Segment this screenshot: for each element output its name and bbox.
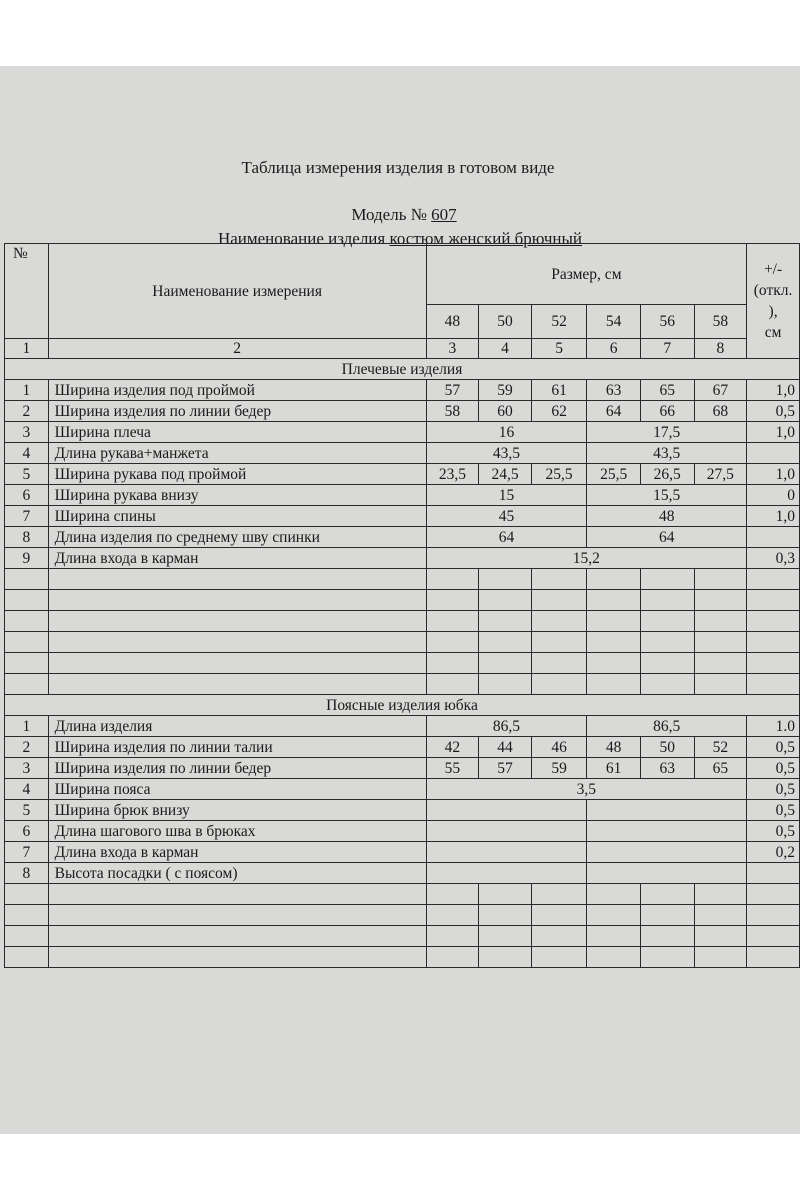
measurement-name: Ширина брюк внизу (48, 800, 426, 821)
empty-cell (48, 653, 426, 674)
empty-cell (426, 611, 479, 632)
section-row (5, 695, 800, 716)
empty-cell (426, 632, 479, 653)
empty-cell (587, 590, 641, 611)
empty-cell (640, 632, 694, 653)
empty-row (5, 884, 800, 905)
empty-cell (5, 884, 49, 905)
column-number: 8 (694, 339, 747, 359)
size-value-group-a (426, 842, 587, 863)
empty-cell (531, 632, 587, 653)
empty-cell (48, 884, 426, 905)
table-row (5, 443, 800, 464)
empty-cell (640, 590, 694, 611)
empty-cell (587, 947, 641, 968)
size-value: 26,5 (640, 464, 694, 485)
size-value-all: 15,2 (426, 548, 746, 569)
empty-row (5, 926, 800, 947)
empty-cell (694, 590, 747, 611)
tolerance-value: 0,3 (747, 548, 800, 569)
measurement-name: Ширина рукава под проймой (48, 464, 426, 485)
size-value: 55 (426, 758, 479, 779)
empty-cell (479, 590, 532, 611)
tolerance-value (747, 443, 800, 464)
empty-cell (747, 905, 800, 926)
tolerance-value: 0 (747, 485, 800, 506)
table-row (5, 863, 800, 884)
empty-cell (426, 884, 479, 905)
table-row (5, 506, 800, 527)
empty-row (5, 905, 800, 926)
empty-cell (479, 653, 532, 674)
empty-cell (747, 569, 800, 590)
tolerance-value: 0,5 (747, 779, 800, 800)
row-number: 7 (5, 842, 49, 863)
empty-cell (747, 926, 800, 947)
table-row (5, 779, 800, 800)
empty-cell (694, 947, 747, 968)
empty-cell (694, 611, 747, 632)
size-value-group-b (587, 863, 747, 884)
empty-cell (479, 926, 532, 947)
row-number: 9 (5, 548, 49, 569)
empty-cell (5, 653, 49, 674)
empty-cell (426, 926, 479, 947)
tolerance-header-line: ), (768, 303, 778, 320)
empty-cell (479, 905, 532, 926)
empty-cell (694, 632, 747, 653)
size-value-group-a: 45 (426, 506, 587, 527)
empty-cell (426, 905, 479, 926)
empty-row (5, 590, 800, 611)
measurement-name: Длина изделия (48, 716, 426, 737)
empty-cell (640, 926, 694, 947)
size-value: 64 (587, 401, 641, 422)
size-value: 25,5 (531, 464, 587, 485)
empty-cell (531, 569, 587, 590)
empty-cell (48, 590, 426, 611)
tolerance-header-line: (откл. (753, 282, 793, 299)
empty-cell (479, 947, 532, 968)
size-value: 59 (531, 758, 587, 779)
size-value-group-b: 17,5 (587, 422, 747, 443)
tolerance-value: 1,0 (747, 380, 800, 401)
tolerance-value: 0,5 (747, 401, 800, 422)
size-value: 48 (587, 737, 641, 758)
empty-cell (48, 674, 426, 695)
size-value: 27,5 (694, 464, 747, 485)
empty-row (5, 611, 800, 632)
empty-cell (5, 947, 49, 968)
empty-cell (694, 569, 747, 590)
column-number-row (5, 339, 800, 359)
column-number: 2 (48, 339, 426, 359)
empty-cell (587, 905, 641, 926)
table-row (5, 422, 800, 443)
empty-cell (5, 569, 49, 590)
product-label: Наименование изделия (217, 229, 386, 248)
size-value: 44 (479, 737, 532, 758)
size-header: 58 (694, 305, 747, 339)
header-row (5, 244, 800, 305)
row-number: 5 (5, 464, 49, 485)
size-value-group-b (587, 842, 747, 863)
measurement-table (4, 243, 800, 968)
size-value-group-b: 64 (587, 527, 747, 548)
empty-cell (5, 590, 49, 611)
empty-cell (5, 905, 49, 926)
empty-cell (426, 947, 479, 968)
size-value: 67 (694, 380, 747, 401)
size-value: 59 (479, 380, 532, 401)
column-number: 6 (587, 339, 641, 359)
size-value-group-b (587, 821, 747, 842)
size-value: 23,5 (426, 464, 479, 485)
tolerance-value: 0,5 (747, 800, 800, 821)
empty-cell (531, 653, 587, 674)
size-value-group-a: 86,5 (426, 716, 587, 737)
empty-cell (479, 884, 532, 905)
empty-cell (531, 590, 587, 611)
size-value: 65 (640, 380, 694, 401)
model-number: 607 (431, 205, 457, 224)
size-value: 68 (694, 401, 747, 422)
table-row (5, 464, 800, 485)
tolerance-header-line: см (764, 324, 782, 341)
measurement-name: Ширина рукава внизу (48, 485, 426, 506)
empty-cell (48, 926, 426, 947)
size-value-group-b (587, 800, 747, 821)
table-row (5, 800, 800, 821)
empty-cell (747, 632, 800, 653)
empty-cell (747, 884, 800, 905)
header-size: Размер, см (426, 244, 746, 305)
measurement-name: Ширина плеча (48, 422, 426, 443)
empty-cell (5, 926, 49, 947)
measurement-name: Длина шагового шва в брюках (48, 821, 426, 842)
empty-row (5, 947, 800, 968)
size-value: 66 (640, 401, 694, 422)
size-value-group-a (426, 863, 587, 884)
tolerance-value: 1,0 (747, 506, 800, 527)
size-value: 52 (694, 737, 747, 758)
measurement-name: Ширина спины (48, 506, 426, 527)
size-value: 58 (426, 401, 479, 422)
row-number: 4 (5, 779, 49, 800)
tolerance-value: 0,2 (747, 842, 800, 863)
empty-cell (694, 653, 747, 674)
empty-cell (426, 569, 479, 590)
size-value: 60 (479, 401, 532, 422)
empty-cell (640, 569, 694, 590)
table-row (5, 401, 800, 422)
row-number: 8 (5, 863, 49, 884)
size-value: 62 (531, 401, 587, 422)
model-line (4, 205, 800, 225)
empty-cell (48, 569, 426, 590)
table-row (5, 548, 800, 569)
empty-cell (694, 674, 747, 695)
measurement-name: Ширина изделия под проймой (48, 380, 426, 401)
page-title: Таблица измерения изделия в готовом виде (241, 158, 555, 177)
empty-cell (640, 947, 694, 968)
measurement-name: Длина изделия по среднему шву спинки (48, 527, 426, 548)
empty-cell (747, 653, 800, 674)
empty-cell (640, 653, 694, 674)
column-number: 1 (5, 339, 49, 359)
size-value-all: 3,5 (426, 779, 746, 800)
empty-cell (5, 674, 49, 695)
column-number: 4 (479, 339, 532, 359)
empty-cell (479, 569, 532, 590)
empty-cell (48, 905, 426, 926)
empty-cell (479, 611, 532, 632)
size-header: 54 (587, 305, 641, 339)
column-number: 5 (531, 339, 587, 359)
size-value: 42 (426, 737, 479, 758)
measurement-name: Длина входа в карман (48, 548, 426, 569)
empty-cell (531, 884, 587, 905)
empty-cell (48, 947, 426, 968)
size-header: 48 (426, 305, 479, 339)
empty-cell (694, 905, 747, 926)
product-name: костюм женский брючный (389, 229, 583, 248)
empty-cell (48, 632, 426, 653)
empty-cell (587, 884, 641, 905)
empty-cell (426, 674, 479, 695)
row-number: 1 (5, 380, 49, 401)
empty-row (5, 632, 800, 653)
empty-cell (747, 590, 800, 611)
measurement-name: Ширина изделия по линии талии (48, 737, 426, 758)
empty-cell (479, 674, 532, 695)
size-value-group-b: 48 (587, 506, 747, 527)
size-value: 61 (587, 758, 641, 779)
size-value-group-b: 15,5 (587, 485, 747, 506)
row-number: 6 (5, 821, 49, 842)
row-number: 5 (5, 800, 49, 821)
measurement-name: Ширина изделия по линии бедер (48, 758, 426, 779)
tolerance-value: 1.0 (747, 716, 800, 737)
size-header: 50 (479, 305, 532, 339)
tolerance-header-line: +/- (763, 261, 783, 278)
column-number: 3 (426, 339, 479, 359)
size-value: 25,5 (587, 464, 641, 485)
section-row (5, 359, 800, 380)
size-header: 56 (640, 305, 694, 339)
empty-cell (747, 674, 800, 695)
table-row (5, 821, 800, 842)
header-measurement-name: Наименование измерения (48, 244, 426, 339)
empty-cell (747, 947, 800, 968)
empty-cell (5, 611, 49, 632)
header-tolerance (747, 244, 800, 359)
empty-cell (5, 632, 49, 653)
row-number: 4 (5, 443, 49, 464)
row-number: 2 (5, 401, 49, 422)
table-row (5, 842, 800, 863)
empty-cell (640, 611, 694, 632)
empty-cell (531, 926, 587, 947)
size-value: 57 (426, 380, 479, 401)
measurement-name: Высота посадки ( с поясом) (48, 863, 426, 884)
row-number: 3 (5, 422, 49, 443)
header-number: № (5, 244, 49, 339)
size-value: 63 (587, 380, 641, 401)
table-row (5, 527, 800, 548)
measurement-name: Ширина пояса (48, 779, 426, 800)
size-value-group-a: 43,5 (426, 443, 587, 464)
size-value-group-a: 64 (426, 527, 587, 548)
tolerance-value (747, 527, 800, 548)
measurement-name: Длина входа в карман (48, 842, 426, 863)
tolerance-value: 1,0 (747, 422, 800, 443)
size-value-group-a (426, 821, 587, 842)
tolerance-value: 0,5 (747, 821, 800, 842)
empty-cell (640, 674, 694, 695)
size-value: 24,5 (479, 464, 532, 485)
size-header: 52 (531, 305, 587, 339)
empty-cell (531, 674, 587, 695)
size-value: 57 (479, 758, 532, 779)
size-value-group-a (426, 800, 587, 821)
tolerance-value: 0,5 (747, 737, 800, 758)
empty-cell (426, 653, 479, 674)
size-value: 61 (531, 380, 587, 401)
section-title: Плечевые изделия (5, 359, 800, 380)
empty-cell (587, 632, 641, 653)
empty-cell (694, 884, 747, 905)
size-value: 65 (694, 758, 747, 779)
empty-cell (531, 947, 587, 968)
table-row (5, 758, 800, 779)
table-row (5, 380, 800, 401)
tolerance-value: 1,0 (747, 464, 800, 485)
measurement-name: Длина рукава+манжета (48, 443, 426, 464)
empty-cell (747, 611, 800, 632)
row-number: 6 (5, 485, 49, 506)
table-row (5, 716, 800, 737)
size-value-group-b: 43,5 (587, 443, 747, 464)
size-value-group-a: 16 (426, 422, 587, 443)
empty-cell (531, 611, 587, 632)
size-value: 63 (640, 758, 694, 779)
empty-cell (640, 884, 694, 905)
column-number: 7 (640, 339, 694, 359)
table-row (5, 737, 800, 758)
size-value-group-b: 86,5 (587, 716, 747, 737)
model-label: Модель № (351, 205, 427, 224)
empty-cell (587, 926, 641, 947)
empty-cell (48, 611, 426, 632)
size-value: 50 (640, 737, 694, 758)
tolerance-value (747, 863, 800, 884)
row-number: 7 (5, 506, 49, 527)
size-value-group-a: 15 (426, 485, 587, 506)
empty-cell (640, 905, 694, 926)
empty-cell (587, 569, 641, 590)
row-number: 2 (5, 737, 49, 758)
size-value: 46 (531, 737, 587, 758)
empty-row (5, 569, 800, 590)
empty-cell (587, 611, 641, 632)
row-number: 1 (5, 716, 49, 737)
tolerance-value: 0,5 (747, 758, 800, 779)
section-title: Поясные изделия юбка (5, 695, 800, 716)
empty-row (5, 674, 800, 695)
table-row (5, 485, 800, 506)
empty-row (5, 653, 800, 674)
row-number: 8 (5, 527, 49, 548)
empty-cell (587, 674, 641, 695)
measurement-name: Ширина изделия по линии бедер (48, 401, 426, 422)
empty-cell (587, 653, 641, 674)
empty-cell (479, 632, 532, 653)
empty-cell (694, 926, 747, 947)
empty-cell (426, 590, 479, 611)
empty-cell (531, 905, 587, 926)
row-number: 3 (5, 758, 49, 779)
